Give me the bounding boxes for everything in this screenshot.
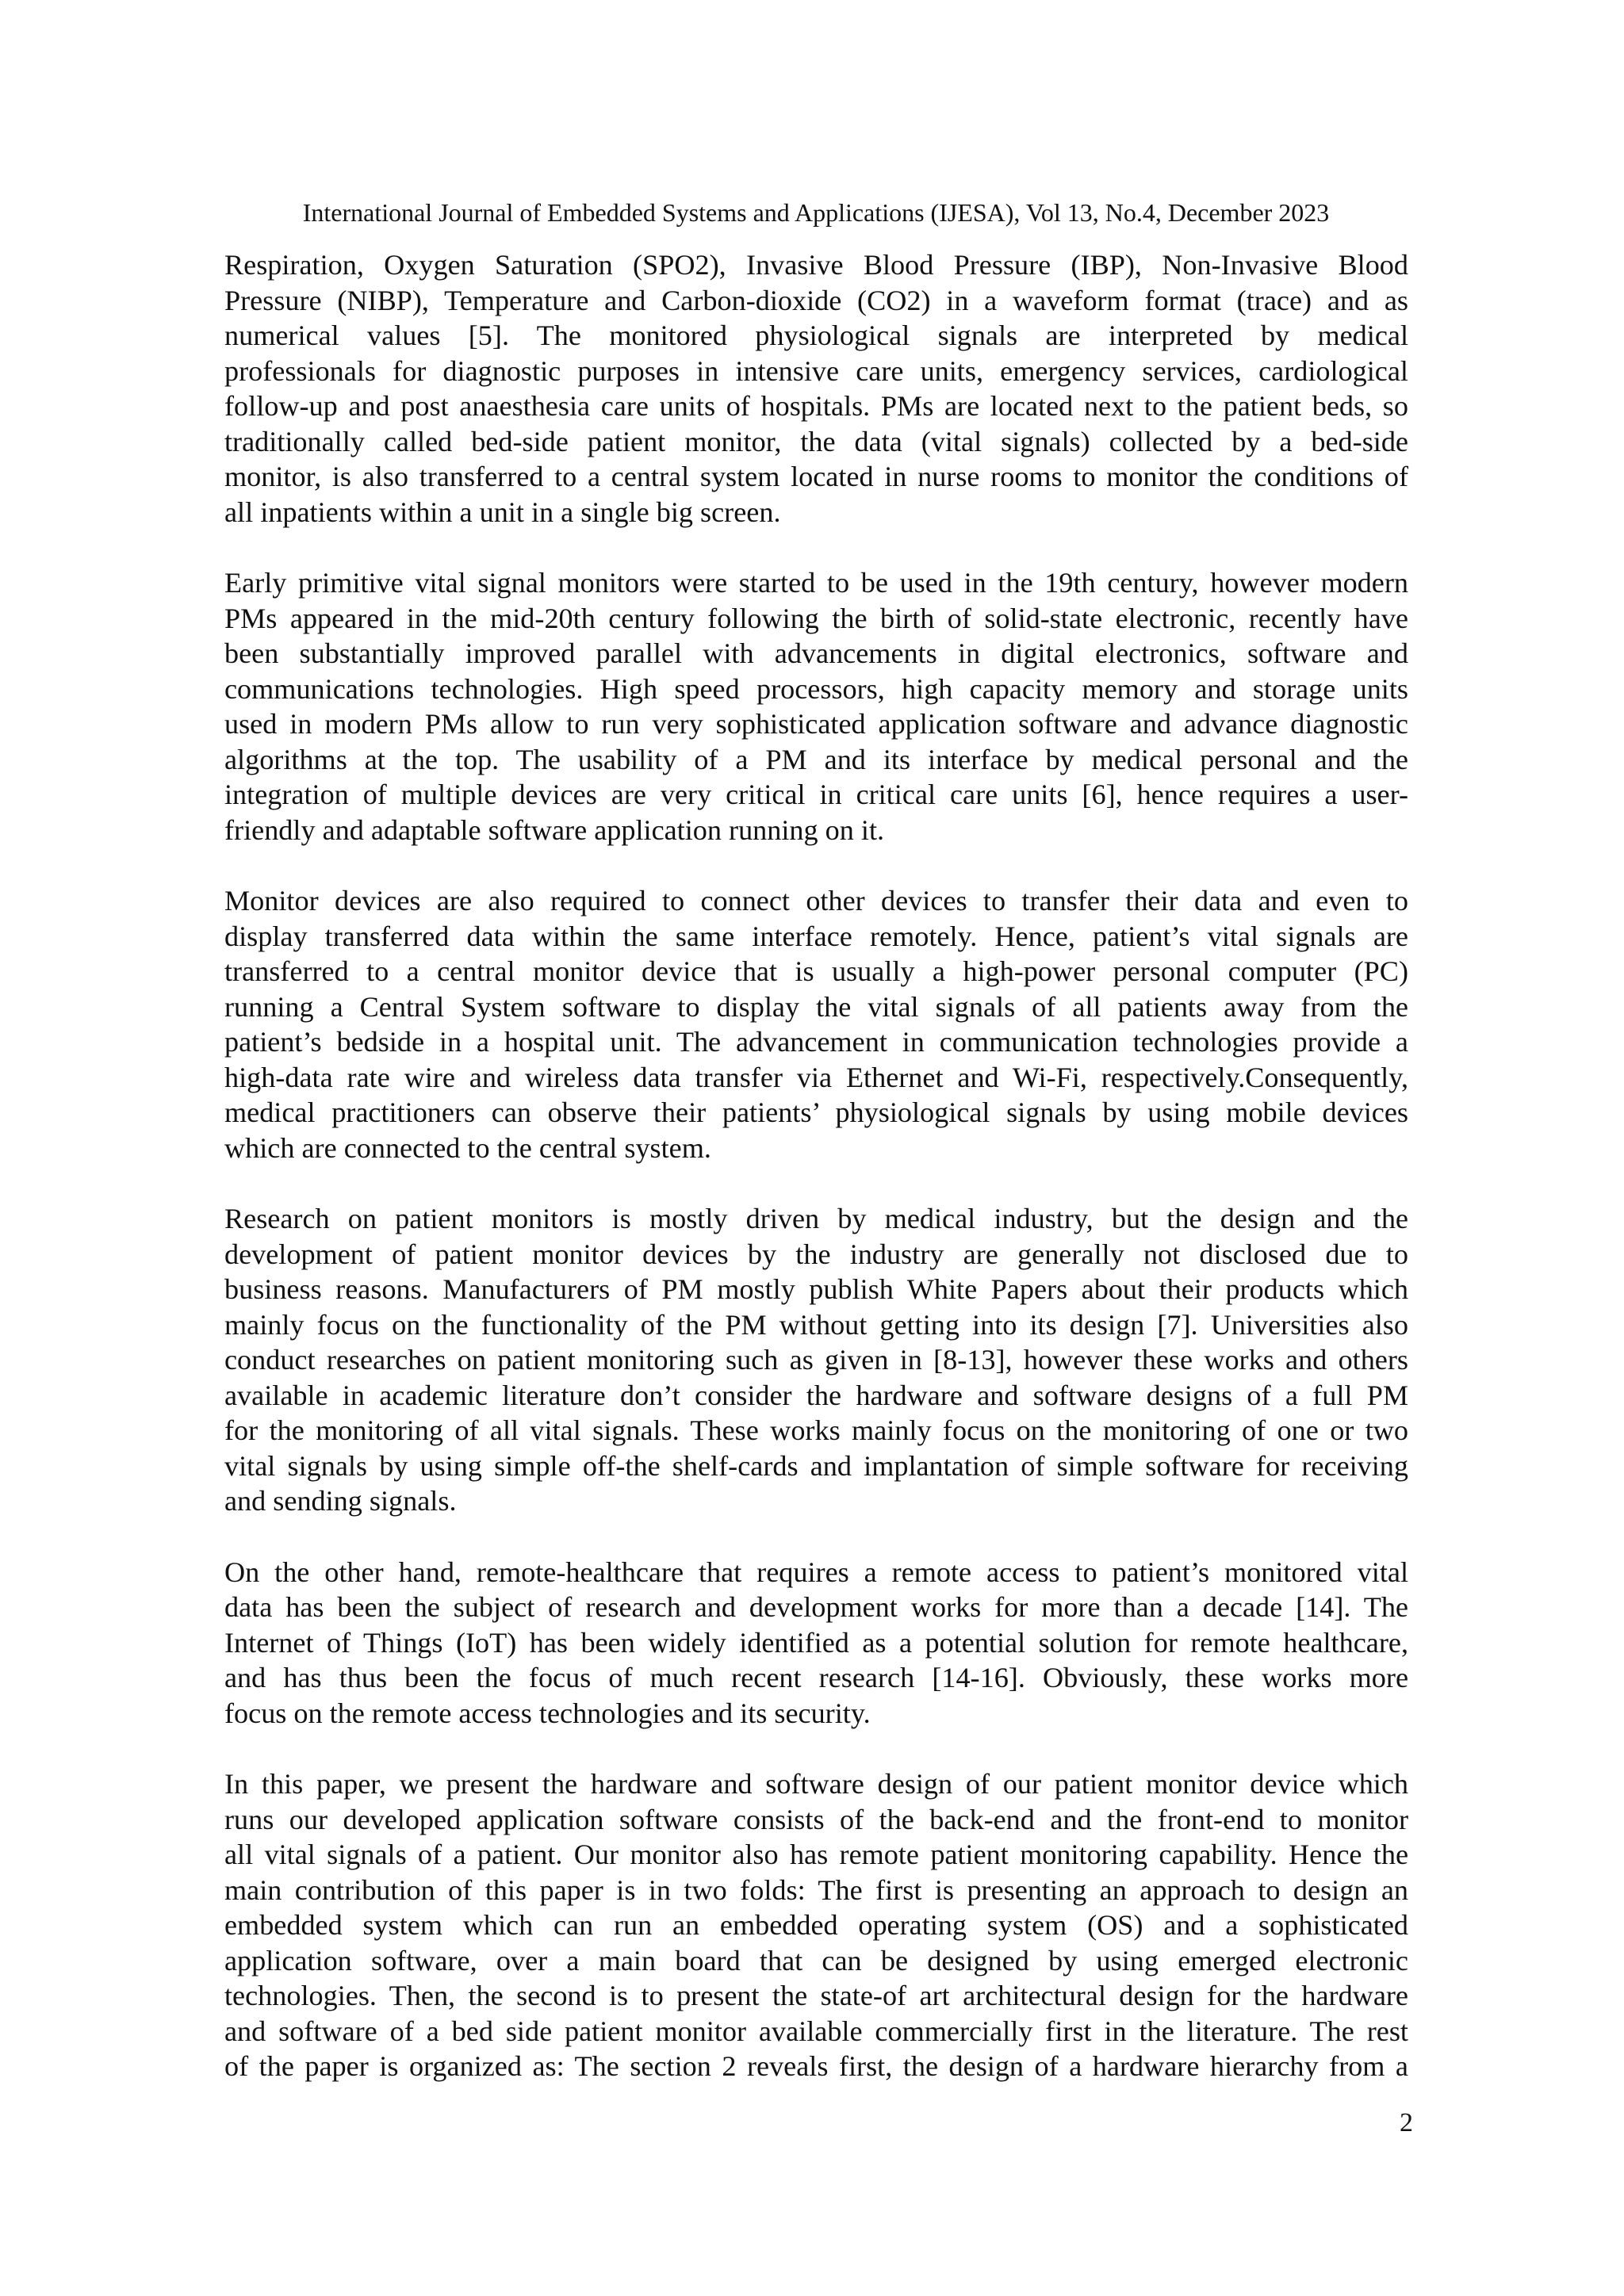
text-line: of the paper is organized as: The section 2 reveals first, the design of a hardware hierarchy from a [224, 2050, 1408, 2082]
text-line: which are connected to the central system. [224, 1131, 711, 1164]
text-line: conduct researches on patient monitoring such as given in [8-13], however these works and others [224, 1344, 1408, 1376]
text-line: Monitor devices are also required to connect other devices to transfer their data and even to [224, 885, 1408, 916]
text-line: Research on patient monitors is mostly driven by medical industry, but the design and the [224, 1203, 1408, 1234]
text-line: for the monitoring of all vital signals. These works mainly focus on the monitoring of one or two [224, 1414, 1408, 1446]
text-line: focus on the remote access technologies and its security. [224, 1697, 871, 1729]
text-line: integration of multiple devices are very critical in critical care units [6], hence requires a user- [224, 779, 1408, 810]
text-line: business reasons. Manufacturers of PM mostly publish White Papers about their products which [224, 1273, 1408, 1305]
text-line: runs our developed application software consists of the back-end and the front-end to monitor [224, 1803, 1408, 1835]
text-line: available in academic literature don’t consider the hardware and software designs of a full PM [224, 1379, 1408, 1411]
text-line: friendly and adaptable software application running on it. [224, 813, 885, 846]
text-line: high-data rate wire and wireless data transfer via Ethernet and Wi-Fi, respectively.Consequently, [224, 1061, 1408, 1093]
paragraph-2 [224, 565, 1408, 848]
text-line: algorithms at the top. The usability of a PM and its interface by medical personal and the [224, 743, 1408, 775]
text-line: patient’s bedside in a hospital unit. The advancement in communication technologies provide a [224, 1026, 1408, 1058]
text-line: PMs appeared in the mid-20th century following the birth of solid-state electronic, recently have [224, 602, 1408, 634]
text-line: running a Central System software to display the vital signals of all patients away from the [224, 990, 1408, 1023]
text-line: mainly focus on the functionality of the PM without getting into its design [7]. Universities also [224, 1308, 1408, 1341]
body-text [224, 247, 1408, 2120]
text-line: all vital signals of a patient. Our monitor also has remote patient monitoring capability. Hence the [224, 1839, 1408, 1870]
text-line: and software of a bed side patient monitor available commercially first in the literature. The rest [224, 2015, 1408, 2047]
paragraph-5 [224, 1555, 1408, 1732]
text-line: display transferred data within the same interface remotely. Hence, patient’s vital signals are [224, 920, 1408, 952]
text-line: medical practitioners can observe their patients’ physiological signals by using mobile devices [224, 1096, 1408, 1128]
text-line: transferred to a central monitor device that is usually a high-power personal computer (PC) [224, 955, 1408, 987]
text-line: and sending signals. [224, 1485, 457, 1517]
running-head: International Journal of Embedded Systems and Applications (IJESA), Vol 13, No.4, December 2023 [302, 198, 1330, 227]
text-line: Early primitive vital signal monitors were started to be used in the 19th century, however modern [224, 567, 1408, 599]
text-line: technologies. Then, the second is to present the state-of art architectural design for the hardware [224, 1980, 1408, 2011]
text-line: On the other hand, remote-healthcare that requires a remote access to patient’s monitored vital [224, 1556, 1408, 1588]
text-line: Internet of Things (IoT) has been widely identified as a potential solution for remote healthcare, [224, 1626, 1408, 1659]
text-line: used in modern PMs allow to run very sophisticated application software and advance diagnostic [224, 708, 1408, 740]
text-line: professionals for diagnostic purposes in intensive care units, emergency services, cardiological [224, 354, 1408, 387]
paragraph-4 [224, 1201, 1408, 1519]
text-line: traditionally called bed-side patient monitor, the data (vital signals) collected by a bed-side [224, 425, 1408, 457]
paragraph-1 [224, 247, 1408, 530]
text-line: Respiration, Oxygen Saturation (SPO2), Invasive Blood Pressure (IBP), Non-Invasive Blood [224, 249, 1408, 281]
text-line: all inpatients within a unit in a single big screen. [224, 496, 781, 528]
text-line: communications technologies. High speed processors, high capacity memory and storage units [224, 672, 1408, 705]
paragraph-6 [224, 1766, 1408, 2084]
paragraph-3 [224, 883, 1408, 1165]
text-line: In this paper, we present the hardware and software design of our patient monitor device which [224, 1768, 1408, 1800]
text-line: development of patient monitor devices by the industry are generally not disclosed due to [224, 1238, 1408, 1270]
text-line: main contribution of this paper is in two folds: The first is presenting an approach to design an [224, 1873, 1408, 1906]
text-line: application software, over a main board that can be designed by using emerged electronic [224, 1944, 1408, 1976]
text-line: and has thus been the focus of much recent research [14-16]. Obviously, these works more [224, 1662, 1408, 1693]
text-line: follow-up and post anaesthesia care units of hospitals. PMs are located next to the patient beds, so [224, 390, 1408, 422]
text-line: numerical values [5]. The monitored physiological signals are interpreted by medical [224, 320, 1408, 351]
text-line: been substantially improved parallel with advancements in digital electronics, software and [224, 637, 1408, 669]
text-line: data has been the subject of research and development works for more than a decade [14]. The [224, 1591, 1408, 1623]
text-line: Pressure (NIBP), Temperature and Carbon-dioxide (CO2) in a waveform format (trace) and as [224, 284, 1408, 316]
page-number: 2 [1400, 2108, 1413, 2137]
text-line: embedded system which can run an embedded operating system (OS) and a sophisticated [224, 1909, 1408, 1941]
text-line: monitor, is also transferred to a central system located in nurse rooms to monitor the conditions of [224, 461, 1408, 492]
text-line: vital signals by using simple off-the shelf-cards and implantation of simple software for receiving [224, 1449, 1408, 1482]
